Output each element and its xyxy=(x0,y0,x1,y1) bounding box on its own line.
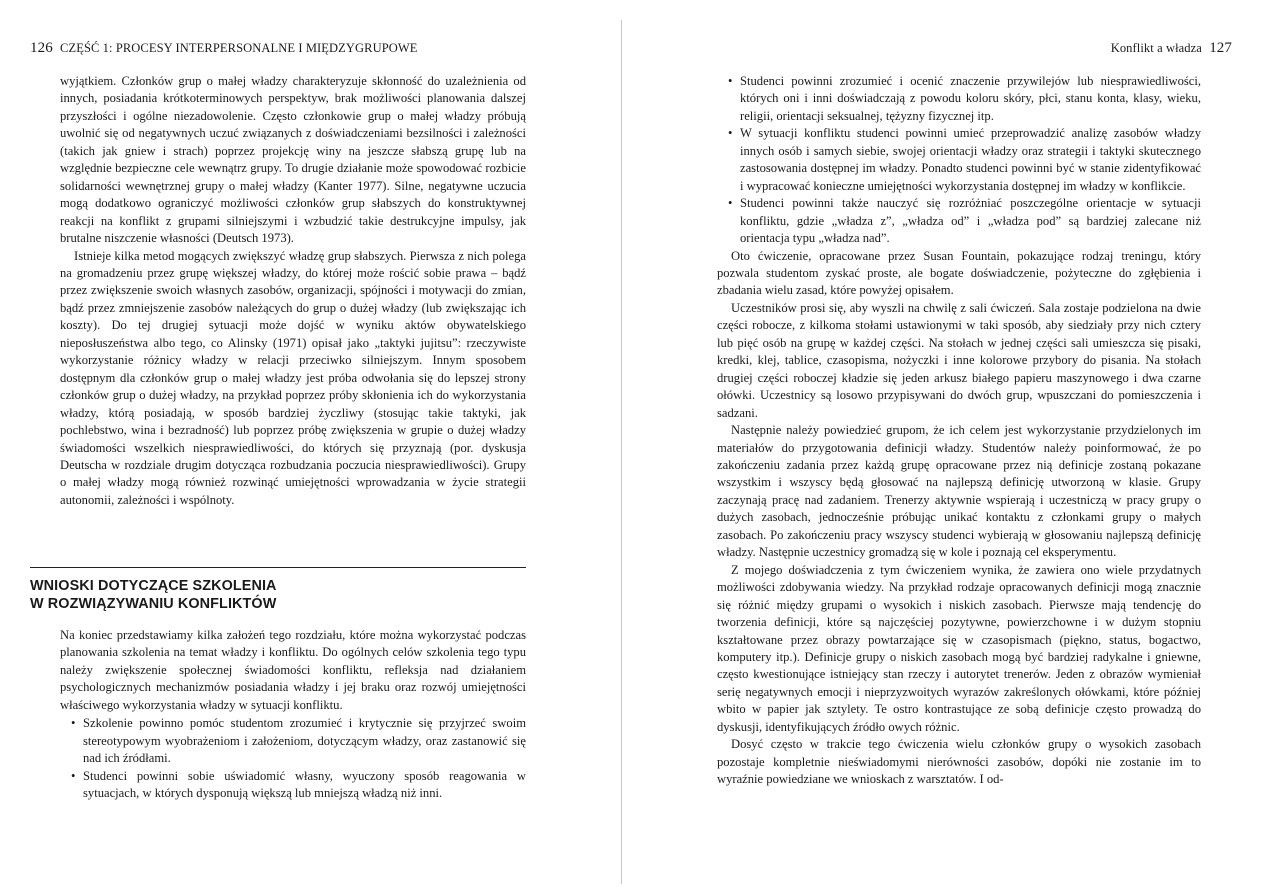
section-intro-paragraph: Na koniec przedstawiamy kilka założeń tego rozdziału, które można wykorzystać podczas planowania szkolenia na temat władzy i konfliktu. Do ogólnych celów szkolenia tego typu należy zwiększenie społecznej świadomości konfliktu, refleksja nad działaniem psychologicznych mechanizmów posiadania władzy i jej braku oraz rozwój umiejętności właściwego wykorzystania władzy w sytuacji konfliktu. xyxy=(60,628,526,712)
bullet-item xyxy=(728,195,1201,247)
left-running-head xyxy=(30,40,418,57)
section-heading xyxy=(30,577,526,613)
right-page xyxy=(624,0,1262,894)
bullet-mark: • xyxy=(728,74,733,88)
section-heading-line: W ROZWIĄZYWANIU KONFLIKTÓW xyxy=(30,596,277,612)
body-paragraph: Dosyć często w trakcie tego ćwiczenia wielu członków grupy o wysokich zasobach pozostaje kompletnie nieświadomymi nierówności zasobów, dopóki nie zostanie im to wyraźnie powiedziane we wnioskach z warsztatów. I od- xyxy=(717,737,1201,787)
bullet-text: Studenci powinni zrozumieć i ocenić znaczenie przywilejów lub niesprawiedliwości, których oni i inni doświadczają z powodu koloru skóry, płci, stanu konta, klasy, wieku, religii, orientacji seksualnej, tężyzny fizycznej itp. xyxy=(740,74,1201,123)
bullet-item xyxy=(71,768,526,803)
bullet-text: Szkolenie powinno pomóc studentom zrozumieć i krytycznie się przyjrzeć swoim stereotypowym wyobrażeniom i założeniom, dotyczącym władzy, oraz zastanowić się nad ich źródłami. xyxy=(83,716,526,766)
left-body-top xyxy=(60,73,526,509)
right-page-number: 127 xyxy=(1209,40,1232,56)
body-paragraph: Z mojego doświadczenia z tym ćwiczeniem wynika, że zawiera ono wiele przydatnych możliwości zdobywania wiedzy. Na przykład rodzaje opracowanych definicji mogą znacznie się różnić między grupami o wysokich i niskich zasobach. Pierwsze mają tendencję do tworzenia definicji, które są najczęściej pozytywne, powierzchowne i w dużym stopniu kształtowane przez obrazy powtarzające się w czasopismach (piękno, status, bogactwo, komputery itp.). Definicje grupy o niskich zasobach mogą być bardziej radykalne i gniewne, często kwestionujące istniejący stan rzeczy i autorytet trenerów. Jeden z obrazów wymieniał serię negatywnych emocji i nieprzyzwoitych wyrazów zakreślonych ołówkami, które później wbito w papier jak sztylety. Te ostro kontrastujące ze sobą definicje często prowadzą do dyskusji, identyfikujących źródło owych różnic. xyxy=(717,562,1201,734)
left-body-bottom xyxy=(60,627,526,803)
right-running-head xyxy=(1111,40,1232,57)
body-paragraph: Następnie należy powiedzieć grupom, że ich celem jest wykorzystanie przydzielonych im materiałów do przygotowania definicji władzy. Studentów należy poinformować, że po zakończeniu zadania przez każdą grupę opracowane przez nią definicje zostaną pokazane wszystkim i wszyscy będą głosować na najlepszą definicję utworzoną w klasie. Grupy zaczynają pracę nad zadaniem. Trenerzy aktywnie wspierają i uczestniczą w pracy grupy o dużych zasobach, jednocześnie próbując unikać kontaktu z członkami grupy o małych zasobach. Po zakończeniu pracy wszyscy studenci wybierają w głosowaniu najlepszą definicję władzy. Następnie uczestnicy gromadzą się w kole i poznają cel eksperymentu. xyxy=(717,423,1201,560)
bullet-text: Studenci powinni także nauczyć się rozróżniać poszczególne orientacje w sytuacji konfliktu, gdzie „władza z”, „władza od” i „władza pod” są bardziej zalecane niż orientacja typu „władza nad”. xyxy=(740,196,1201,246)
left-page-number: 126 xyxy=(30,40,53,56)
right-running-title: Konflikt a władza xyxy=(1110,41,1202,55)
bullet-mark: • xyxy=(71,768,76,783)
bullet-text: Studenci powinni sobie uświadomić własny, wyuczony sposób reagowania w sytuacjach, w których dysponują większą lub mniejszą władzą niż inni. xyxy=(83,768,526,801)
bullet-item xyxy=(728,73,1201,125)
bullet-mark: • xyxy=(71,716,76,731)
bullet-mark: • xyxy=(728,126,733,141)
body-paragraph: Oto ćwiczenie, opracowane przez Susan Fountain, pokazujące rodzaj treningu, który pozwala studentom zyskać proste, ale bogate doświadczenie, pożyteczne do zgłębienia i zbadania wielu zasad, które powyżej opisałem. xyxy=(717,248,1201,298)
right-body xyxy=(717,73,1201,789)
bullet-list xyxy=(60,715,526,802)
bullet-list xyxy=(717,73,1201,248)
bullet-mark: • xyxy=(728,196,733,211)
left-running-title: CZĘŚĆ 1: PROCESY INTERPERSONALNE I MIĘDZYGRUPOWE xyxy=(60,41,418,55)
body-paragraph: Uczestników prosi się, aby wyszli na chwilę z sali ćwiczeń. Sala zostaje podzielona na dwie części robocze, z kilkoma stołami ustawionymi w taki sposób, aby siedziały przy nich cztery lub pięć osób na grupę w każdej części. Na stołach w jednej części sali umieszcza się pisaki, kredki, klej, tablice, czasopisma, nożyczki i inne kolorowe przybory do pisania. Na stołach drugiej części roboczej kładzie się jeden arkusz białego papieru maszynowego i dwa czarne ołówki. Uczestnicy są losowo przypisywani do dwóch grup, wpuszczani do pomieszczenia i sadzani. xyxy=(717,300,1201,420)
book-spine xyxy=(621,20,622,884)
section-rule xyxy=(30,567,526,568)
body-paragraph: Istnieje kilka metod mogących zwiększyć władzę grup słabszych. Pierwsza z nich polega na gromadzeniu przez grupę większej władzy, do której może rościć sobie prawa – bądź przez zwiększenie swoich własnych zasobów, organizacji, spójności i motywacji do zmian, bądź przez zmniejszenie zasobów należących do grup o dużej władzy (lub zwiększając ich koszty). Do tej drugiej sytuacji może dojść w wyniku aktów obywatelskiego nieposłuszeństwa albo tego, co Alinsky (1971) opisał jako „taktyki jujitsu”: rzeczywiste wykorzystanie różnicy władzy w relacji przeciwko silniejszym. Innym sposobem dostępnym dla członków grup o małej władzy jest próba odwołania się do lepszej strony członków grup o dużej władzy, na przykład poprzez próby skłonienia ich do wykorzystania władzy, którą posiadają, w sposób bardziej życzliwy (stosując takie taktyki, jak pochlebstwo, wina i bezradność) lub poprzez próbę zwiększenia w grupie o dużej władzy świadomości wszelkich niesprawiedliwości, do których się przyznają (por. dyskusja Deutscha w rozdziale drugim dotycząca rozbudzania poczucia niesprawiedliwości). Grupy o małej władzy mogą również rozwinąć umiejętności wprowadzania w życie strategii autonomii, zależności i wspólnoty. xyxy=(60,248,526,507)
bullet-text: W sytuacji konfliktu studenci powinni umieć przeprowadzić analizę zasobów władzy innych osób i samych siebie, swojej orientacji władzy oraz strategii i taktyki skutecznego zastosowania dostępnej im władzy. Ponadto studenci powinni być w stanie zidentyfikować i wypracować konieczne umiejętności wykorzystania dostępnej im władzy w konflikcie. xyxy=(740,126,1201,193)
bullet-item xyxy=(71,715,526,767)
bullet-item xyxy=(728,125,1201,195)
left-page xyxy=(0,0,620,894)
section-heading-line: WNIOSKI DOTYCZĄCE SZKOLENIA xyxy=(30,578,277,594)
body-paragraph: wyjątkiem. Członków grup o małej władzy charakteryzuje skłonność do uzależnienia od innych, posiadania krótkoterminowych perspektyw, brak możliwości planowania dalszej przyszłości i ogólne niezadowolenie. Często członkowie grup o małej władzy próbują uwolnić się od negatywnych uczuć związanych z doświadczeniami bezsilności i zależności (takich jak gniew i strach) poprzez projekcję winy na jeszcze słabszą grupę lub na względnie bezpieczne cele wewnątrz grupy. To drugie działanie może spowodować rozbicie solidarności wewnętrznej grupy o małej władzy (Kanter 1977). Silne, negatywne uczucia mogą dodatkowo ograniczyć możliwości członków grup słabszych do konstruktywnej reakcji na konflikt z grupami silniejszymi i wzbudzić takie destrukcyjne impulsy, jak brutalne niszczenie własności (Deutsch 1973). xyxy=(60,74,526,246)
